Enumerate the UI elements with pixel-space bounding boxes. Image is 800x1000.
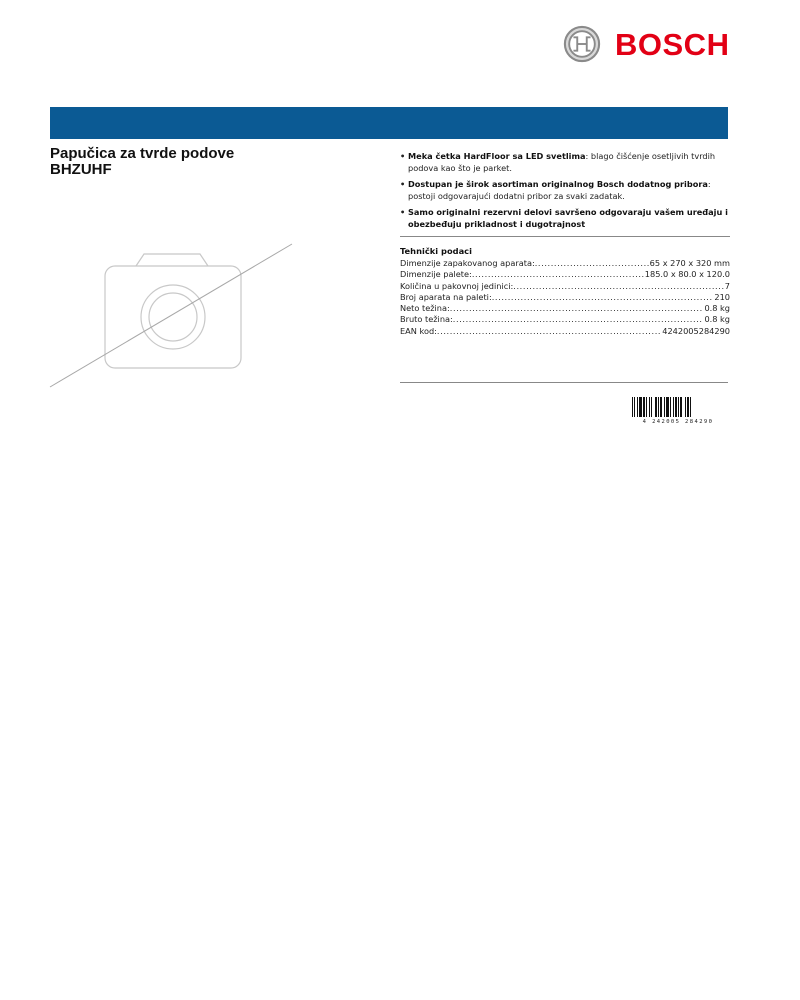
spec-label: Količina u pakovnoj jedinici: — [400, 280, 514, 291]
barcode-bar — [658, 397, 659, 417]
barcode-number: 4 242005 284290 — [642, 419, 714, 425]
feature-title: Samo originalni rezervni delovi savršeno odgovaraju vašem uređaju i obezbeđuju prikladnost i dugotrajnost — [408, 207, 728, 229]
barcode-bar — [632, 397, 633, 417]
spec-row — [400, 292, 730, 303]
barcode-bar — [675, 397, 677, 417]
spec-label: Broj aparata na paleti: — [400, 291, 492, 302]
product-title-code: BHZUHF — [50, 161, 112, 178]
spec-label: Bruto težina: — [400, 314, 453, 325]
spec-value: 65 x 270 x 320 mm — [649, 258, 730, 268]
feature-title: Meka četka HardFloor sa LED svetlima — [408, 151, 586, 161]
barcode-bar — [678, 397, 679, 417]
barcode-bar — [637, 397, 638, 417]
product-title-name: Papučica za tvrde podove — [50, 145, 235, 162]
feature-text: : postoji odgovarajući dodatni pribor za svaki zadatak. — [408, 179, 711, 201]
spec-row — [400, 303, 730, 314]
spec-row — [400, 314, 730, 325]
product-title — [50, 146, 370, 178]
bosch-armature-icon — [563, 25, 601, 63]
section-divider-bottom — [400, 382, 728, 383]
barcode-bar — [664, 397, 665, 417]
spec-value: 185.0 x 80.0 x 120.0 — [644, 269, 730, 280]
barcode-bar — [673, 397, 674, 417]
barcode-icon — [630, 397, 726, 417]
barcode-bar — [687, 397, 689, 417]
barcode-bar — [655, 397, 657, 417]
spec-label: Dimenzije zapakovanog aparata: — [400, 258, 535, 268]
feature-item: • Samo originalni rezervni delovi savršeno odgovaraju vašem uređaju i obezbeđuju prikladnost i dugotrajnost — [400, 207, 728, 229]
barcode-bar — [643, 397, 645, 417]
barcode-bar — [670, 397, 671, 417]
feature-title: Dostupan je širok asortiman originalnog Bosch dodatnog pribora — [408, 179, 708, 189]
spec-label: Dimenzije palete: — [400, 269, 472, 280]
brand-wordmark: BOSCH — [615, 26, 730, 62]
spec-label: EAN kod: — [400, 325, 437, 336]
barcode-bar — [666, 397, 669, 417]
barcode-bar — [690, 397, 691, 417]
barcode-bar — [660, 397, 662, 417]
barcode-bar — [685, 397, 686, 417]
specs-table — [400, 258, 730, 337]
barcode-bar — [646, 397, 647, 417]
spec-value: 0.8 kg — [704, 303, 730, 314]
spec-row — [400, 326, 730, 337]
spec-value: 4242005284290 — [662, 325, 730, 336]
section-divider — [400, 236, 730, 237]
spec-row — [400, 258, 730, 269]
spec-value: 7 — [724, 280, 730, 291]
feature-text: : blago čišćenje osetljivih tvrdih podova kao što je parket. — [408, 151, 716, 173]
feature-item: • Dostupan je širok asortiman originalnog Bosch dodatnog pribora: postoji odgovarajući dodatni pribor za svaki zadatak. — [400, 179, 711, 201]
barcode-bar — [639, 397, 642, 417]
barcode-bar — [634, 397, 635, 417]
spec-row — [400, 269, 730, 280]
feature-list — [400, 150, 730, 230]
header-banner — [50, 107, 728, 139]
barcode-bar — [680, 397, 682, 417]
feature-item: • Meka četka HardFloor sa LED svetlima: blago čišćenje osetljivih tvrdih podova kao što je parket. — [400, 151, 716, 173]
spec-value: 0.8 kg — [704, 314, 730, 325]
brand-logo — [563, 24, 733, 64]
barcode-bar — [651, 397, 652, 417]
specs-heading: Tehnički podaci — [400, 246, 472, 256]
camera-placeholder-icon — [48, 240, 294, 390]
barcode-bar — [649, 397, 650, 417]
spec-row — [400, 281, 730, 292]
spec-label: Neto težina: — [400, 303, 450, 314]
product-details — [400, 150, 730, 337]
spec-value: 210 — [714, 291, 730, 302]
